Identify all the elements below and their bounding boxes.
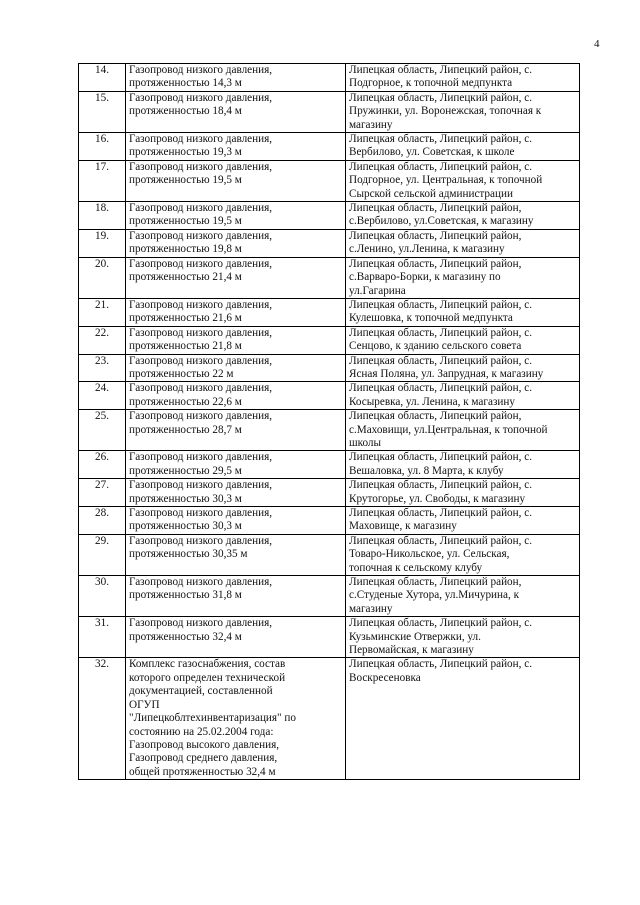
table-row [79,298,580,326]
object-name-line: протяженностью 29,5 м [129,464,242,477]
object-name-cell [126,64,346,92]
address-cell [346,410,580,451]
table-row [79,479,580,507]
address-line: Пружинки, ул. Воронежская, топочная к [349,105,542,118]
object-name-cell [126,257,346,298]
address-line: Липецкая область, Липецкий район, с. [349,160,532,173]
object-name-line: состоянию на 25.02.2004 года: [129,725,274,738]
address-line: Липецкая область, Липецкий район, с. [349,133,532,146]
address-cell [346,133,580,161]
address-cell [346,202,580,230]
address-cell [346,479,580,507]
object-name-cell [126,658,346,780]
address-line: Товаро-Никольское, ул. Сельская, [349,548,510,561]
address-cell [346,64,580,92]
object-name-cell [126,479,346,507]
address-line: с.Маховищи, ул.Центральная, к топочной [349,423,548,436]
object-name-cell [126,382,346,410]
property-table [78,63,580,780]
object-name-line: протяженностью 18,4 м [129,105,242,118]
table-row [79,202,580,230]
address-line: с.Студеные Хутора, ул.Мичурина, к [349,589,520,602]
address-line: с.Ленино, ул.Ленина, к магазину [349,243,505,256]
object-name-line: Газопровод низкого давления, [129,534,273,547]
table-row [79,507,580,535]
row-number: 18. [79,202,126,230]
object-name-line: Газопровод низкого давления, [129,326,273,339]
row-number: 31. [79,617,126,658]
row-number: 16. [79,133,126,161]
object-name-cell [126,298,346,326]
address-line: Липецкая область, Липецкий район, [349,202,522,215]
address-line: Косыревка, ул. Ленина, к магазину [349,395,515,408]
address-line: Липецкая область, Липецкий район, с. [349,617,532,630]
table-row [79,229,580,257]
object-name-line: общей протяженностью 32,4 м [129,765,276,778]
object-name-line: "Липецкоблтехинвентаризация" по [129,712,297,725]
table-row [79,576,580,617]
object-name-line: Газопровод низкого давления, [129,576,273,589]
address-line: Липецкая область, Липецкий район, с. [349,479,532,492]
address-line: Липецкая область, Липецкий район, с. [349,326,532,339]
object-name-line: Газопровод среднего давления, [129,752,278,765]
address-line: магазину [349,602,393,615]
table-body [79,64,580,780]
object-name-cell [126,202,346,230]
object-name-line: протяженностью 19,5 м [129,174,242,187]
table-row [79,326,580,354]
address-line: Липецкая область, Липецкий район, с. [349,534,532,547]
address-line: Липецкая область, Липецкий район, [349,410,522,423]
row-number: 29. [79,534,126,575]
object-name-line: документацией, составленной [129,685,273,698]
address-cell [346,326,580,354]
object-name-line: Газопровод низкого давления, [129,507,273,519]
page-number: 4 [594,38,600,50]
address-line: Маховище, к магазину [349,520,457,533]
object-name-line: протяженностью 19,3 м [129,146,242,159]
row-number: 21. [79,298,126,326]
object-name-line: протяженностью 31,8 м [129,589,242,602]
object-name-cell [126,534,346,575]
address-line: Воскресеновка [349,671,421,684]
table-row [79,410,580,451]
address-line: Липецкая область, Липецкий район, [349,576,522,589]
object-name-line: Газопровод низкого давления, [129,160,273,173]
address-line: с.Варваро-Борки, к магазину по [349,271,501,284]
address-cell [346,257,580,298]
object-name-line: Газопровод низкого давления, [129,479,273,492]
address-cell [346,617,580,658]
object-name-line: протяженностью 14,3 м [129,77,242,90]
address-line: с.Вербилово, ул.Советская, к магазину [349,215,534,228]
object-name-line: протяженностью 30,3 м [129,520,242,533]
object-name-line: Газопровод низкого давления, [129,64,273,76]
table-row [79,133,580,161]
row-number: 22. [79,326,126,354]
address-line: Липецкая область, Липецкий район, с. [349,451,532,464]
object-name-line: протяженностью 30,35 м [129,548,248,561]
address-line: Липецкая область, Липецкий район, с. [349,354,532,367]
address-line: Липецкая область, Липецкий район, с. [349,64,532,76]
row-number: 24. [79,382,126,410]
address-line: Липецкая область, Липецкий район, [349,229,522,242]
address-line: Кузьминские Отвержки, ул. [349,630,481,643]
address-line: Сырской сельской администрации [349,187,513,200]
row-number: 20. [79,257,126,298]
address-cell [346,160,580,201]
address-line: магазину [349,118,393,131]
address-line: Ясная Поляна, ул. Запрудная, к магазину [349,367,544,380]
address-cell [346,534,580,575]
address-line: Кулешовка, к топочной медпункта [349,312,513,325]
object-name-cell [126,576,346,617]
address-line: Липецкая область, Липецкий район, с. [349,658,532,671]
object-name-line: ОГУП [129,698,160,711]
object-name-cell [126,133,346,161]
row-number: 23. [79,354,126,382]
object-name-line: Газопровод низкого давления, [129,382,273,395]
object-name-cell [126,451,346,479]
address-line: Липецкая область, Липецкий район, [349,257,522,270]
address-cell [346,298,580,326]
object-name-line: Газопровод низкого давления, [129,410,273,423]
object-name-cell [126,354,346,382]
object-name-cell [126,410,346,451]
object-name-line: протяженностью 30,3 м [129,492,242,505]
object-name-cell [126,229,346,257]
row-number: 25. [79,410,126,451]
address-line: Липецкая область, Липецкий район, с. [349,382,532,395]
table-row [79,382,580,410]
table-row [79,617,580,658]
object-name-line: протяженностью 28,7 м [129,423,242,436]
object-name-line: Газопровод низкого давления, [129,354,273,367]
object-name-line: протяженностью 22,6 м [129,395,242,408]
object-name-line: протяженностью 22 м [129,367,234,380]
row-number: 26. [79,451,126,479]
address-cell [346,91,580,132]
address-line: ул.Гагарина [349,284,406,297]
object-name-line: протяженностью 32,4 м [129,630,242,643]
address-cell [346,576,580,617]
object-name-line: которого определен технической [129,671,286,684]
table-row [79,658,580,780]
row-number: 14. [79,64,126,92]
address-line: Подгорное, к топочной медпункта [349,77,513,90]
object-name-cell [126,507,346,535]
object-name-line: протяженностью 21,8 м [129,340,242,353]
address-line: Крутогорье, ул. Свободы, к магазину [349,492,526,505]
address-cell [346,382,580,410]
row-number: 17. [79,160,126,201]
address-line: Первомайская, к магазину [349,644,474,657]
row-number: 32. [79,658,126,780]
address-line: Сенцово, к зданию сельского совета [349,340,522,353]
object-name-line: Газопровод низкого давления, [129,202,273,215]
object-name-line: Газопровод низкого давления, [129,451,273,464]
row-number: 28. [79,507,126,535]
table-row [79,257,580,298]
address-line: Липецкая область, Липецкий район, с. [349,298,532,311]
object-name-line: Комплекс газоснабжения, состав [129,658,286,671]
object-name-line: Газопровод низкого давления, [129,298,273,311]
object-name-cell [126,91,346,132]
object-name-cell [126,326,346,354]
address-cell [346,658,580,780]
object-name-cell [126,160,346,201]
address-cell [346,451,580,479]
table-row [79,91,580,132]
address-line: Липецкая область, Липецкий район, с. [349,91,532,104]
object-name-line: Газопровод низкого давления, [129,617,273,630]
object-name-line: протяженностью 19,8 м [129,243,242,256]
object-name-line: Газопровод низкого давления, [129,229,273,242]
address-line: Вешаловка, ул. 8 Марта, к клубу [349,464,504,477]
table-row [79,451,580,479]
object-name-cell [126,617,346,658]
object-name-line: Газопровод низкого давления, [129,257,273,270]
object-name-line: протяженностью 19,5 м [129,215,242,228]
table-row [79,160,580,201]
row-number: 27. [79,479,126,507]
table-row [79,354,580,382]
address-line: школы [349,436,382,449]
address-cell [346,229,580,257]
object-name-line: протяженностью 21,6 м [129,312,242,325]
row-number: 15. [79,91,126,132]
address-line: топочная к сельскому клубу [349,561,483,574]
table-row [79,534,580,575]
object-name-line: протяженностью 21,4 м [129,271,242,284]
address-cell [346,354,580,382]
object-name-line: Газопровод низкого давления, [129,133,273,146]
address-line: Вербилово, ул. Советская, к школе [349,146,515,159]
object-name-line: Газопровод высокого давления, [129,738,280,751]
address-line: Подгорное, ул. Центральная, к топочной [349,174,543,187]
row-number: 19. [79,229,126,257]
address-line: Липецкая область, Липецкий район, с. [349,507,532,519]
row-number: 30. [79,576,126,617]
table-row [79,64,580,92]
object-name-line: Газопровод низкого давления, [129,91,273,104]
address-cell [346,507,580,535]
